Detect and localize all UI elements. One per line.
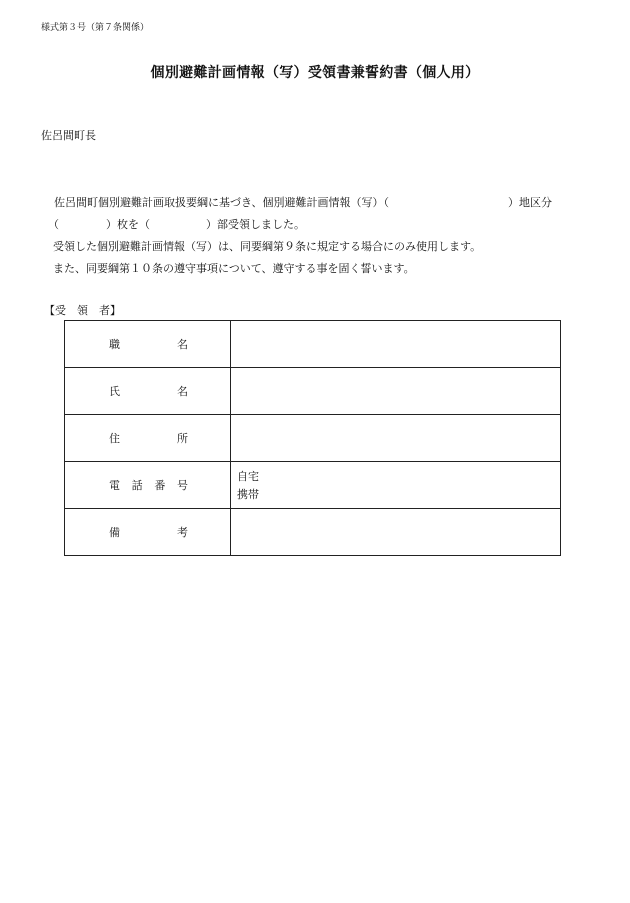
table-row-remarks: [65, 509, 561, 556]
recipient-table: [64, 320, 561, 556]
label-char: 号: [176, 479, 188, 492]
label-char: 備: [109, 526, 120, 539]
label-char: 氏: [109, 385, 120, 398]
body-line-2-sheets: ）枚を（: [106, 218, 150, 231]
remarks-field[interactable]: [231, 509, 561, 556]
remarks-label: [65, 509, 231, 556]
label-char: 話: [131, 479, 143, 492]
label-char: 名: [177, 338, 188, 351]
address-field[interactable]: [231, 415, 561, 462]
addressee: 佐呂間町長: [41, 129, 96, 142]
home-phone-label: 自宅: [237, 470, 259, 483]
label-char: 名: [177, 385, 188, 398]
label-char: 職: [109, 338, 120, 351]
mobile-phone-label: 携帯: [237, 488, 259, 501]
phone-label: [65, 462, 231, 509]
job-title-field[interactable]: [231, 321, 561, 368]
phone-field[interactable]: [231, 462, 561, 509]
body-line-1-end: ）地区分: [508, 196, 552, 209]
label-char: 住: [109, 432, 120, 445]
name-label: [65, 368, 231, 415]
body-line-2-open: （: [48, 218, 59, 231]
recipient-heading: 【受 領 者】: [44, 304, 121, 317]
body-line-2-copies: ）部受領しました。: [206, 218, 305, 231]
label-char: 考: [177, 526, 188, 539]
table-row-address: [65, 415, 561, 462]
table-row-job-title: [65, 321, 561, 368]
body-line-3: 受領した個別避難計画情報（写）は、同要綱第９条に規定する場合にのみ使用します。: [53, 240, 482, 253]
address-label: [65, 415, 231, 462]
label-char: 電: [109, 479, 120, 492]
table-row-name: [65, 368, 561, 415]
form-number: 様式第３号（第７条関係）: [41, 23, 150, 33]
name-field[interactable]: [231, 368, 561, 415]
table-row-phone: [65, 462, 561, 509]
label-char: 所: [177, 432, 188, 445]
body-line-4: また、同要綱第１０条の遵守事項について、遵守する事を固く誓います。: [53, 262, 415, 275]
label-char: 番: [154, 479, 166, 492]
body-line-1: 佐呂間町個別避難計画取扱要綱に基づき、個別避難計画情報（写）（: [54, 196, 390, 209]
job-title-label: [65, 321, 231, 368]
document-title: 個別避難計画情報（写）受領書兼誓約書（個人用）: [150, 65, 480, 81]
